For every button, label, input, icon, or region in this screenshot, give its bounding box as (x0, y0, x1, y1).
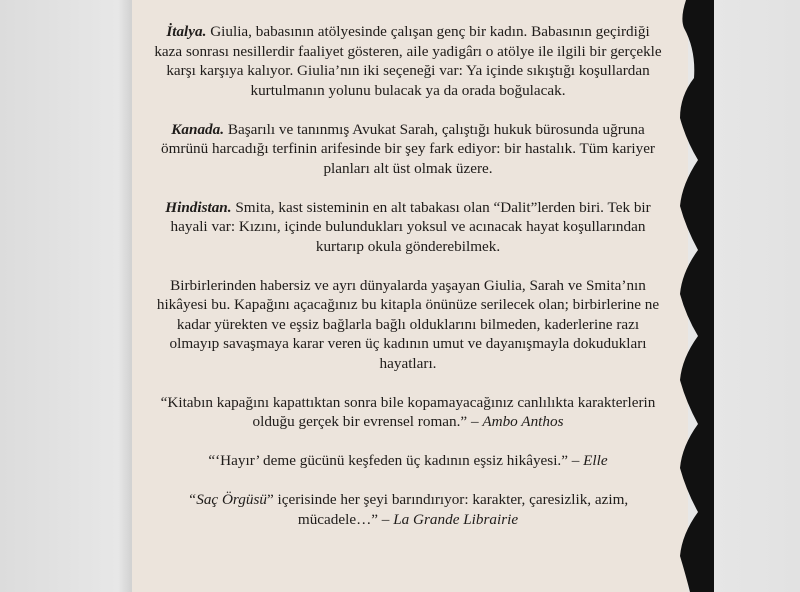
quote-la-grande-librairie: “Saç Örgüsü” içerisinde her şeyi barındırıyor: karakter, çaresizlik, azim, mücadele…” – La Grande Librairie (187, 491, 629, 528)
scalloped-spine (680, 0, 714, 592)
text-italy: Giulia, babasının atölyesinde çalışan genç bir kadın. Babasının geçirdiği kaza sonrası nesillerdir faaliyet gösteren, aile yadigârı o atölye ile ilgili bir gerçekle karşı karşıya kalıyor. Giulia’nın iki seçeneği var: Ya içinde sıkıştığı koşullardan kurtulmanın yolunu bulacak ya da orada boğulacak. (154, 23, 662, 99)
paragraph-summary: Birbirlerinden habersiz ve ayrı dünyalarda yaşayan Giulia, Sarah ve Smita’nın hikâyesi bu. Kapağını açacağınız bu kitapla önünüze serilecek olan; birbirlerine ne kadar yürekten ve eşsiz bağlarla bağlı olduklarını bilmeden, kaderlerine razı olmayıp savaşmaya karar veren üç kadının umut ve dayanışmayla dokudukları hayatları. (156, 276, 660, 372)
text-india: Smita, kast sisteminin en alt tabakası olan “Dalit”lerden biri. Tek bir hayali var: Kızını, içinde bulundukları yoksul ve acınacak hayat koşullarından kurtarıp okula gönderebilmek. (170, 198, 651, 255)
lead-canada: Kanada. (171, 120, 225, 138)
quote3-title: “Saç Örgüsü (187, 491, 267, 508)
quote2-text: “‘Hayır’ deme gücünü keşfeden üç kadının eşsiz hikâyesi.” – (208, 452, 580, 469)
book-shadow (118, 0, 132, 592)
lead-italy: İtalya. (166, 23, 207, 40)
cover-page (132, 0, 688, 592)
quote3-text: içerisinde her şeyi barındırıyor: karakter, çaresizlik, azim, mücadele…” – (277, 491, 629, 528)
quote-ambo-anthos (154, 393, 662, 432)
book-back-cover (132, 0, 712, 592)
lead-india: Hindistan. (165, 198, 232, 216)
quote3-source: La Grande Librairie (393, 510, 519, 528)
quote1-source: Ambo Anthos (482, 413, 564, 430)
paragraph-canada (154, 120, 662, 179)
quote1-text: “Kitabın kapağını kapattıktan sonra bile kopamayacağınız canlılıkta karakterlerin olduğu gerçek bir evrensel roman.” – (160, 393, 656, 430)
quote2-source: Elle (583, 452, 608, 469)
blurb-text (154, 22, 662, 549)
quote-elle (154, 451, 662, 471)
paragraph-india (154, 198, 662, 257)
paragraph-italy (154, 22, 662, 100)
text-canada: Başarılı ve tanınmış Avukat Sarah, çalıştığı hukuk bürosunda uğruna ömrünü harcadığı terfinin arifesinde bir şey fark ediyor: bir hastalık. Tüm kariyer planları alt üst olmak üzere. (161, 120, 655, 177)
